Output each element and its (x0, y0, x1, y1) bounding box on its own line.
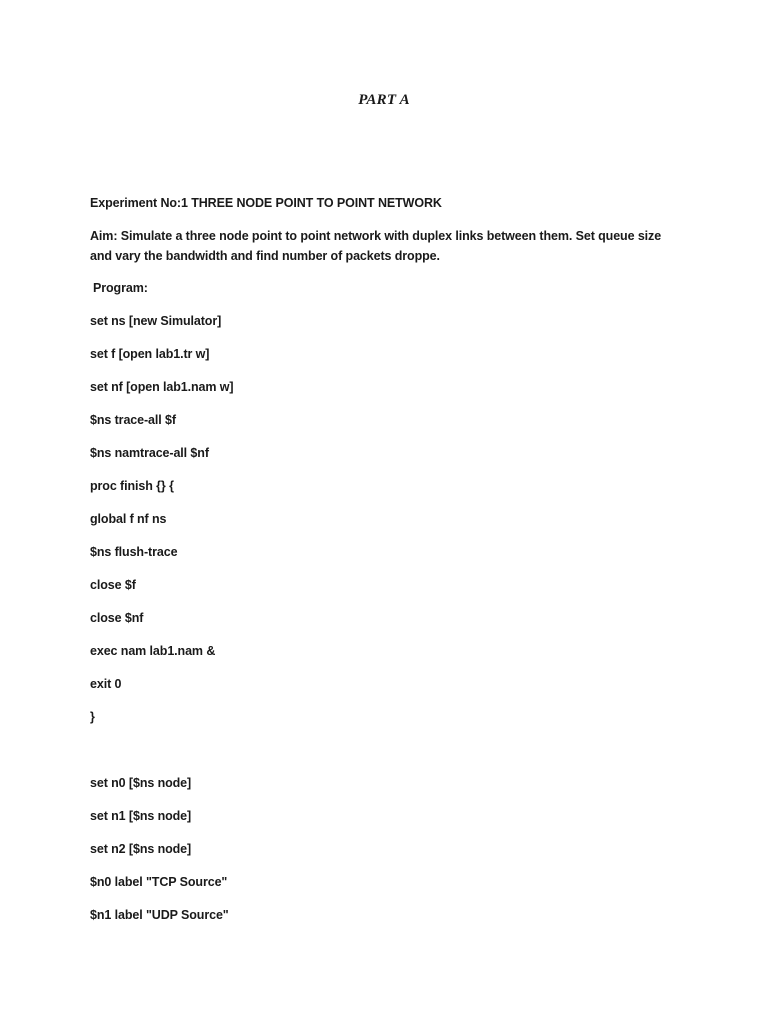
code-line: proc finish {} { (90, 479, 174, 493)
code-line: global f nf ns (90, 512, 167, 526)
code-line: exec nam lab1.nam & (90, 644, 216, 658)
code-line: $ns namtrace-all $nf (90, 446, 209, 460)
code-line: close $f (90, 578, 136, 592)
code-line: $ns trace-all $f (90, 413, 176, 427)
code-line: close $nf (90, 611, 144, 625)
program-label: Program: (93, 281, 148, 295)
code-line: set nf [open lab1.nam w] (90, 380, 234, 394)
code-line: $n1 label "UDP Source" (90, 908, 229, 922)
aim-label: Aim: (90, 229, 118, 243)
part-title: PART A (358, 92, 410, 108)
code-line: set f [open lab1.tr w] (90, 347, 210, 361)
code-line: exit 0 (90, 677, 122, 691)
code-line: $n0 label "TCP Source" (90, 875, 228, 889)
code-line: } (90, 710, 95, 724)
code-line: set ns [new Simulator] (90, 314, 222, 328)
aim-text: Simulate a three node point to point network with duplex links between them. Set queue size and vary the bandwidth and find number of packets droppe. (90, 229, 662, 263)
experiment-heading: Experiment No:1 THREE NODE POINT TO POINT NETWORK (90, 196, 442, 210)
aim-paragraph (90, 226, 680, 266)
code-line: set n2 [$ns node] (90, 842, 192, 856)
code-line: set n0 [$ns node] (90, 776, 192, 790)
code-line: $ns flush-trace (90, 545, 178, 559)
code-line: set n1 [$ns node] (90, 809, 192, 823)
